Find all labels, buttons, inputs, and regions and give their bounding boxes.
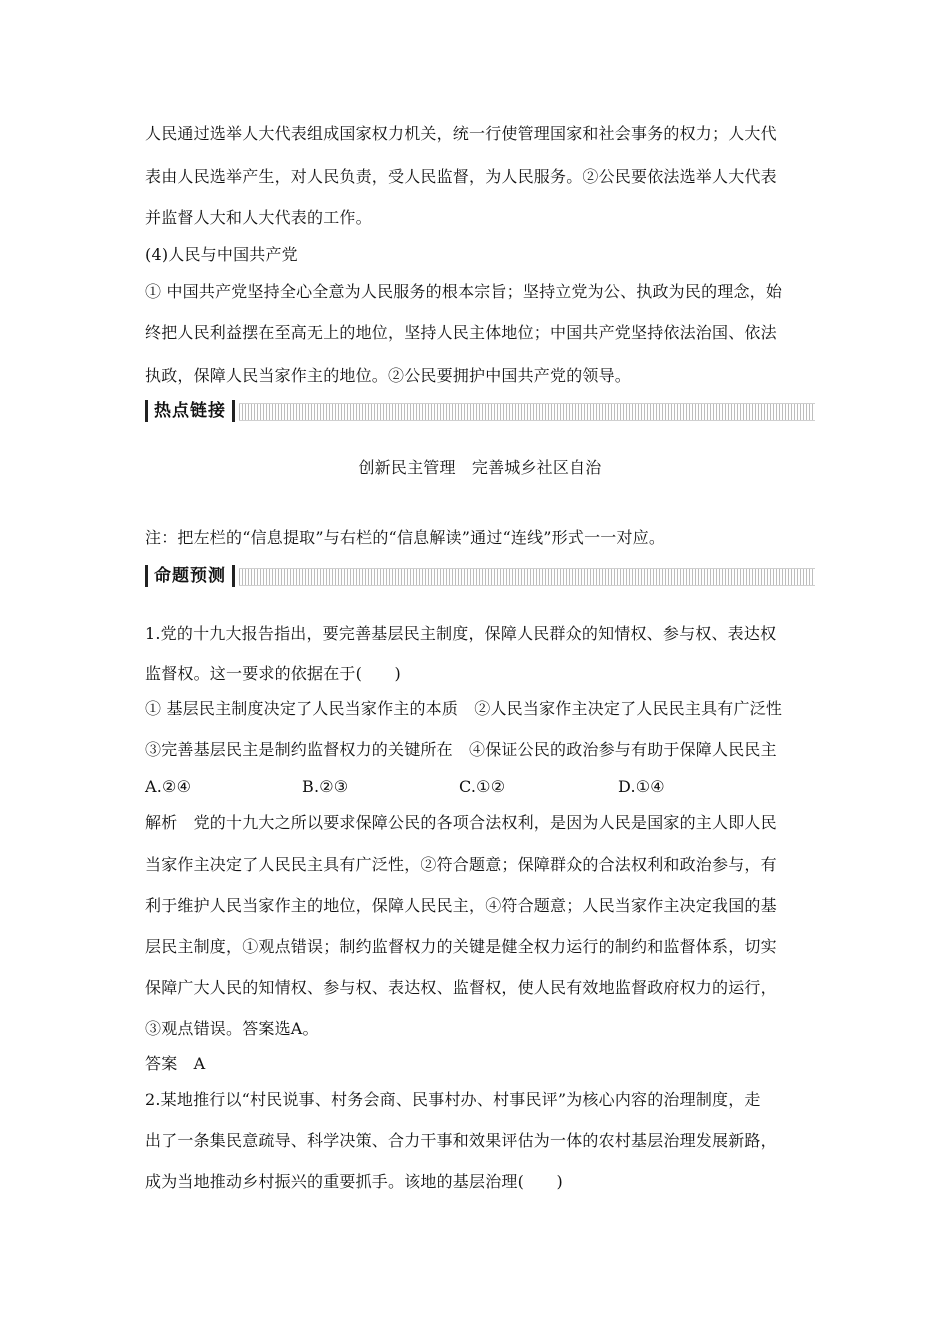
question-stem: 监督权。这一要求的依据在于( ) [145, 664, 401, 683]
hotspot-note: 注：把左栏的“信息提取”与右栏的“信息解读”通过“连线”形式一一对应。 [145, 528, 666, 547]
analysis-line: ③观点错误。答案选A。 [145, 1019, 319, 1038]
prediction-section-bar [145, 565, 815, 587]
question-stem: 2.某地推行以“村民说事、村务会商、民事村办、村事民评”为核心内容的治理制度，走 [145, 1090, 761, 1109]
question-stem: 1.党的十九大报告指出，要完善基层民主制度，保障人民群众的知情权、参与权、表达权 [145, 624, 777, 643]
prediction-label: 命题预测 [145, 565, 235, 587]
option-a: A.②④ [145, 777, 192, 796]
paragraph-line: 表由人民选举产生，对人民负责，受人民监督，为人民服务。②公民要依法选举人大代表 [145, 167, 777, 186]
analysis-line: 解析 党的十九大之所以要求保障公民的各项合法权利，是因为人民是国家的主人即人民 [145, 813, 777, 832]
option-d: D.①④ [618, 777, 665, 796]
hotspot-section-bar [145, 400, 815, 422]
hotspot-label: 热点链接 [145, 400, 235, 422]
paragraph-line: 并监督人大和人大代表的工作。 [145, 208, 372, 227]
answer-line: 答案 A [145, 1054, 206, 1073]
section-divider-pattern [239, 403, 815, 421]
section-divider-pattern [239, 568, 815, 586]
paragraph-line: 终把人民利益摆在至高无上的地位，坚持人民主体地位；中国共产党坚持依法治国、依法 [145, 323, 777, 342]
question-item: ③完善基层民主是制约监督权力的关键所在 ④保证公民的政治参与有助于保障人民民主 [145, 740, 777, 759]
option-b: B.②③ [302, 777, 349, 796]
question-item: ① 基层民主制度决定了人民当家作主的本质 ②人民当家作主决定了人民民主具有广泛性 [145, 699, 783, 718]
question-stem: 成为当地推动乡村振兴的重要抓手。该地的基层治理( ) [145, 1172, 563, 1191]
analysis-line: 利于维护人民当家作主的地位，保障人民民主，④符合题意；人民当家作主决定我国的基 [145, 896, 777, 915]
paragraph-line: ① 中国共产党坚持全心全意为人民服务的根本宗旨；坚持立党为公、执政为民的理念，始 [145, 282, 783, 301]
analysis-line: 层民主制度，①观点错误；制约监督权力的关键是健全权力运行的制约和监督体系，切实 [145, 937, 777, 956]
paragraph-line: 执政，保障人民当家作主的地位。②公民要拥护中国共产党的领导。 [145, 366, 632, 385]
analysis-line: 保障广大人民的知情权、参与权、表达权、监督权，使人民有效地监督政府权力的运行， [145, 978, 777, 997]
option-c: C.①② [459, 777, 506, 796]
hotspot-title: 创新民主管理 完善城乡社区自治 [358, 458, 602, 477]
paragraph-line: 人民通过选举人大代表组成国家权力机关，统一行使管理国家和社会事务的权力；人大代 [145, 124, 777, 143]
subheading: (4)人民与中国共产党 [145, 245, 298, 264]
analysis-line: 当家作主决定了人民民主具有广泛性，②符合题意；保障群众的合法权利和政治参与，有 [145, 855, 777, 874]
question-stem: 出了一条集民意疏导、科学决策、合力干事和效果评估为一体的农村基层治理发展新路， [145, 1131, 777, 1150]
